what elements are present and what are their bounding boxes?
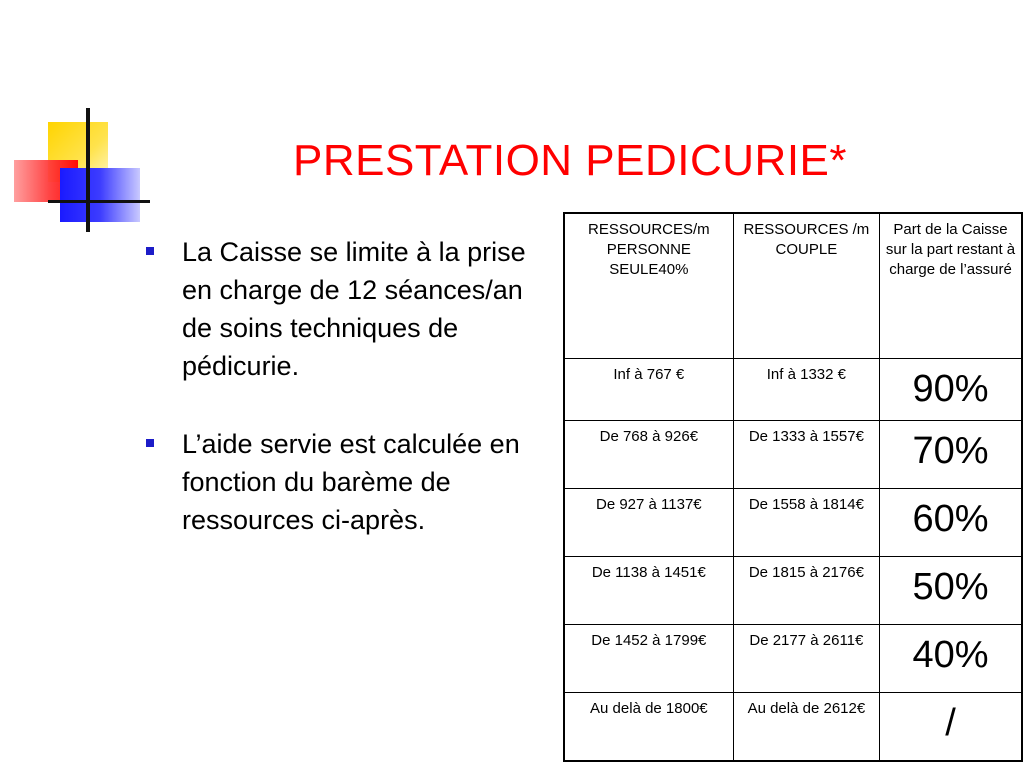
bullet-list bbox=[140, 233, 560, 579]
bullet-text: La Caisse se limite à la prise en charge de 12 séances/an de soins techniques de pédicurie. bbox=[182, 237, 526, 381]
table-header-row bbox=[564, 213, 1022, 359]
table-row bbox=[564, 421, 1022, 489]
bullet-item bbox=[140, 425, 560, 539]
cell-share: 40% bbox=[880, 625, 1022, 693]
slide-title: PRESTATION PEDICURIE* bbox=[292, 136, 848, 185]
cell-couple: Inf à 1332 € bbox=[733, 359, 879, 421]
vertical-line-shape bbox=[86, 108, 90, 232]
table-row bbox=[564, 489, 1022, 557]
cell-couple: De 2177 à 2611€ bbox=[733, 625, 879, 693]
blue-square-shape bbox=[60, 168, 140, 222]
cell-single: Inf à 767 € bbox=[564, 359, 733, 421]
cell-single: De 768 à 926€ bbox=[564, 421, 733, 489]
cell-share: 70% bbox=[880, 421, 1022, 489]
table-row bbox=[564, 557, 1022, 625]
table-row bbox=[564, 625, 1022, 693]
decorative-squares-logo bbox=[0, 100, 150, 240]
cell-share: 50% bbox=[880, 557, 1022, 625]
header-caisse-share: Part de la Caisse sur la part restant à charge de l’assuré bbox=[880, 213, 1022, 359]
cell-single: De 1452 à 1799€ bbox=[564, 625, 733, 693]
cell-couple: De 1558 à 1814€ bbox=[733, 489, 879, 557]
horizontal-line-shape bbox=[48, 200, 150, 203]
cell-couple: De 1333 à 1557€ bbox=[733, 421, 879, 489]
table-row bbox=[564, 693, 1022, 762]
cell-share: 90% bbox=[880, 359, 1022, 421]
header-single-person: RESSOURCES/m PERSONNE SEULE40% bbox=[564, 213, 733, 359]
header-couple: RESSOURCES /m COUPLE bbox=[733, 213, 879, 359]
cell-couple: Au delà de 2612€ bbox=[733, 693, 879, 762]
square-bullet-icon bbox=[146, 439, 154, 447]
cell-share: / bbox=[880, 693, 1022, 762]
resources-table bbox=[563, 212, 1023, 762]
bullet-item bbox=[140, 233, 560, 385]
cell-single: De 1138 à 1451€ bbox=[564, 557, 733, 625]
cell-single: De 927 à 1137€ bbox=[564, 489, 733, 557]
table-row bbox=[564, 359, 1022, 421]
cell-single: Au delà de 1800€ bbox=[564, 693, 733, 762]
cell-share: 60% bbox=[880, 489, 1022, 557]
square-bullet-icon bbox=[146, 247, 154, 255]
cell-couple: De 1815 à 2176€ bbox=[733, 557, 879, 625]
bullet-text: L’aide servie est calculée en fonction du barème de ressources ci-après. bbox=[182, 429, 520, 535]
